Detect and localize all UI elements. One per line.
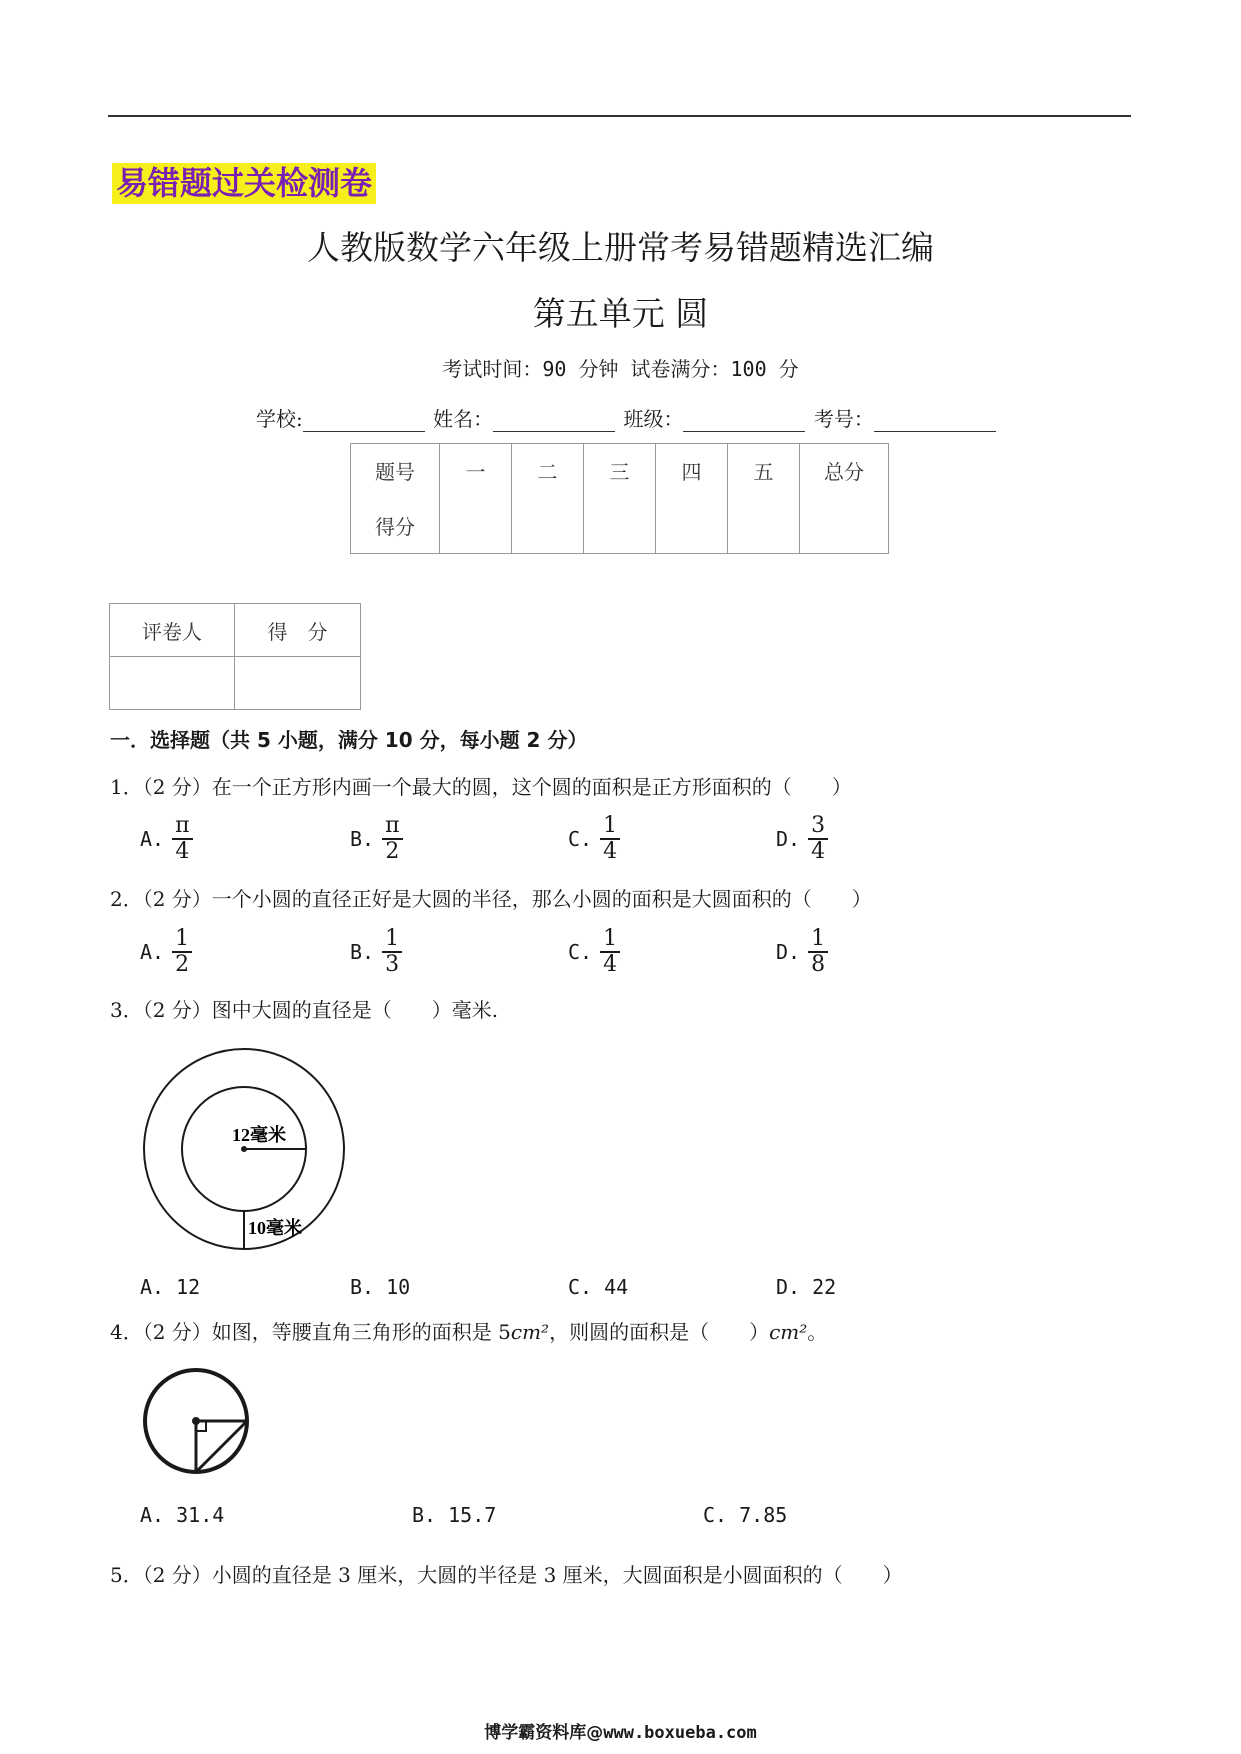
option-label: C. bbox=[568, 940, 593, 964]
circle-triangle-figure bbox=[140, 1365, 252, 1477]
option-label: C. bbox=[568, 827, 593, 851]
score-cell[interactable] bbox=[512, 498, 584, 554]
score-row-label: 得分 bbox=[351, 498, 440, 554]
q1-option-d[interactable] bbox=[776, 814, 828, 864]
score-cell[interactable] bbox=[728, 498, 800, 554]
question-5: 5．（2 分）小圆的直径是 3 厘米，大圆的半径是 3 厘米，大圆面积是小圆面积的（ ） bbox=[110, 1563, 903, 1587]
option-label: B. bbox=[350, 827, 375, 851]
center-dot bbox=[192, 1417, 200, 1425]
section-title: 一．选择题（共 5 小题，满分 10 分，每小题 2 分） bbox=[110, 728, 588, 752]
score-cell[interactable] bbox=[440, 498, 512, 554]
q2-option-c[interactable] bbox=[568, 927, 620, 977]
q3-option-a[interactable]: A. 12 bbox=[140, 1275, 201, 1299]
score-col-2: 二 bbox=[512, 444, 584, 499]
q4-text-b: ，则圆的面积是（ ） bbox=[549, 1320, 770, 1344]
badge: 易错题过关检测卷 bbox=[112, 163, 376, 204]
inner-radius-label: 12毫米 bbox=[232, 1125, 286, 1145]
unit-cm2: cm² bbox=[769, 1320, 808, 1344]
top-rule bbox=[108, 115, 1131, 117]
score-cell[interactable] bbox=[656, 498, 728, 554]
q4-option-a[interactable]: A. 31.4 bbox=[140, 1503, 225, 1527]
exam-number-label: 考号： bbox=[813, 407, 874, 431]
name-label: 姓名： bbox=[433, 407, 494, 431]
fraction: $\frac{\pi}{2}$ bbox=[382, 814, 402, 864]
exam-number-blank[interactable] bbox=[874, 411, 996, 432]
fraction: $\frac{1}{4}$ bbox=[600, 814, 620, 864]
q3-option-d[interactable]: D. 22 bbox=[776, 1275, 837, 1299]
page-subtitle: 第五单元 圆 bbox=[532, 294, 709, 333]
ring-width-label: 10毫米 bbox=[248, 1218, 302, 1238]
q1-option-b[interactable] bbox=[350, 814, 403, 864]
school-blank[interactable] bbox=[303, 411, 425, 432]
class-blank[interactable] bbox=[683, 411, 805, 432]
q2-option-d[interactable] bbox=[776, 927, 828, 977]
score-header-label: 题号 bbox=[351, 444, 440, 499]
question-1: 1．（2 分）在一个正方形内画一个最大的圆，这个圆的面积是正方形面积的（ ） bbox=[110, 775, 852, 799]
name-blank[interactable] bbox=[493, 411, 615, 432]
option-label: A. bbox=[140, 827, 165, 851]
fraction: $\frac{1}{8}$ bbox=[808, 927, 828, 977]
q4-text-c: 。 bbox=[807, 1320, 828, 1344]
q1-option-c[interactable] bbox=[568, 814, 620, 864]
fraction: $\frac{1}{2}$ bbox=[172, 927, 192, 977]
grader-table bbox=[109, 603, 361, 710]
score-col-4: 四 bbox=[656, 444, 728, 499]
q2-option-b[interactable] bbox=[350, 927, 402, 977]
question-3: 3．（2 分）图中大圆的直径是（ ）毫米. bbox=[110, 998, 499, 1022]
q3-option-c[interactable]: C. 44 bbox=[568, 1275, 629, 1299]
q4-option-b[interactable]: B. 15.7 bbox=[412, 1503, 497, 1527]
grader-cell[interactable] bbox=[110, 657, 235, 710]
unit-cm2: cm² bbox=[510, 1320, 550, 1344]
q2-option-a[interactable] bbox=[140, 927, 192, 977]
center-dot bbox=[241, 1146, 247, 1152]
question-2: 2．（2 分）一个小圆的直径正好是大圆的半径，那么小圆的面积是大圆面积的（ ） bbox=[110, 887, 872, 911]
question-4 bbox=[110, 1318, 827, 1346]
q4-text-a: 4．（2 分）如图，等腰直角三角形的面积是 5 bbox=[110, 1320, 511, 1344]
q1-option-a[interactable] bbox=[140, 814, 193, 864]
score-cell[interactable] bbox=[800, 498, 889, 554]
student-info-line bbox=[256, 406, 998, 432]
option-label: A. bbox=[140, 940, 165, 964]
class-label: 班级： bbox=[623, 407, 684, 431]
option-label: D. bbox=[776, 827, 801, 851]
concentric-circles-figure bbox=[140, 1045, 350, 1255]
school-label: 学校: bbox=[256, 407, 303, 431]
page-title: 人教版数学六年级上册常考易错题精选汇编 bbox=[307, 228, 934, 267]
option-label: D. bbox=[776, 940, 801, 964]
score-col-total: 总分 bbox=[800, 444, 889, 499]
footer bbox=[0, 1718, 1241, 1743]
q4-option-c[interactable]: C. 7.85 bbox=[703, 1503, 788, 1527]
grader-label: 评卷人 bbox=[110, 604, 235, 657]
fraction: $\frac{1}{4}$ bbox=[600, 927, 620, 977]
score-cell[interactable] bbox=[584, 498, 656, 554]
footer-text: 博学霸资料库@ bbox=[484, 1723, 604, 1743]
score-col-3: 三 bbox=[584, 444, 656, 499]
option-label: B. bbox=[350, 940, 375, 964]
fraction: $\frac{1}{3}$ bbox=[382, 927, 402, 977]
score-col-1: 一 bbox=[440, 444, 512, 499]
q3-option-b[interactable]: B. 10 bbox=[350, 1275, 411, 1299]
fraction: $\frac{\pi}{4}$ bbox=[172, 814, 192, 864]
exam-info: 考试时间：90 分钟 试卷满分：100 分 bbox=[442, 357, 799, 381]
score-col-5: 五 bbox=[728, 444, 800, 499]
fraction: $\frac{3}{4}$ bbox=[808, 814, 828, 864]
grader-score-label: 得 分 bbox=[235, 604, 361, 657]
footer-url[interactable]: www.boxueba.com bbox=[603, 1723, 757, 1743]
grader-score-cell[interactable] bbox=[235, 657, 361, 710]
score-table bbox=[350, 443, 889, 554]
